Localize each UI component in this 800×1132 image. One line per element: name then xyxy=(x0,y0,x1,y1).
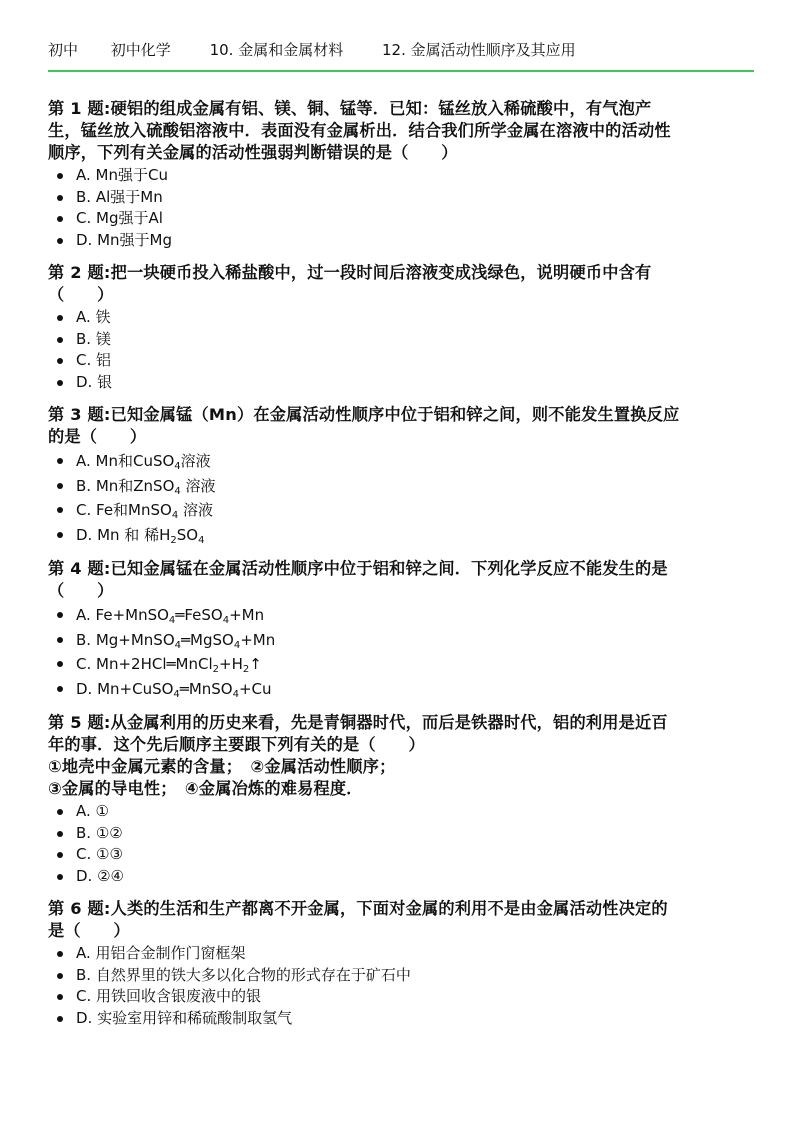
option-c[interactable]: C. Mg强于Al xyxy=(76,208,756,230)
question-stem xyxy=(48,558,756,602)
option-text: +Mn xyxy=(229,606,265,624)
question-number: 第 1 题: xyxy=(48,99,111,118)
option-list xyxy=(48,449,756,547)
breadcrumb xyxy=(48,39,754,61)
question-number: 第 5 题: xyxy=(48,713,111,732)
option-list xyxy=(48,165,756,251)
option-d[interactable] xyxy=(76,677,756,702)
question-4 xyxy=(48,558,756,701)
option-text: C. Fe和MnSO xyxy=(76,501,172,519)
option-a[interactable]: A. Mn强于Cu xyxy=(76,165,756,187)
option-text: ↑ xyxy=(249,655,262,673)
option-c[interactable]: C. 铝 xyxy=(76,350,756,372)
question-6 xyxy=(48,898,756,1029)
option-b[interactable]: B. 自然界里的铁大多以化合物的形式存在于矿石中 xyxy=(76,965,756,987)
option-list xyxy=(48,307,756,393)
stem-line: 顺序，下列有关金属的活动性强弱判断错误的是（ ） xyxy=(48,143,458,162)
stem-line: 人类的生活和生产都离不开金属，下面对金属的利用不是由金属活动性决定的 xyxy=(110,899,668,918)
option-text: ═MnSO xyxy=(179,679,233,698)
question-stem xyxy=(48,98,756,164)
breadcrumb-item-topic[interactable]: 12. 金属活动性顺序及其应用 xyxy=(382,41,576,59)
option-d[interactable] xyxy=(76,523,756,548)
option-b[interactable] xyxy=(76,474,756,499)
stem-line: 生，锰丝放入硫酸铝溶液中．表面没有金属析出．结合我们所学金属在溶液中的活动性 xyxy=(48,121,671,140)
option-text: ═MgSO xyxy=(181,630,234,649)
option-d[interactable]: D. Mn强于Mg xyxy=(76,230,756,252)
question-2 xyxy=(48,262,756,393)
subscript: 4 xyxy=(198,534,205,546)
stem-line: 硬铝的组成金属有铝、镁、铜、锰等．已知：锰丝放入稀硫酸中，有气泡产 xyxy=(110,99,652,118)
option-d[interactable]: D. 银 xyxy=(76,372,756,394)
option-list xyxy=(48,801,756,887)
subscript: 4 xyxy=(222,615,230,626)
stem-line: （ ） xyxy=(48,581,114,600)
question-number: 第 6 题: xyxy=(48,899,111,918)
stem-line: 把一块硬币投入稀盐酸中，过一段时间后溶液变成浅绿色，说明硬币中含有 xyxy=(110,263,652,282)
question-number: 第 3 题: xyxy=(48,405,111,424)
subscript: 4 xyxy=(174,639,182,651)
stem-line: 已知金属锰在金属活动性顺序中位于铝和锌之间．下列化学反应不能发生的是 xyxy=(110,559,668,578)
option-d[interactable]: D. 实验室用锌和稀硫酸制取氢气 xyxy=(76,1008,756,1030)
question-list xyxy=(48,98,756,1040)
option-text: B. Mn和ZnSO xyxy=(76,476,175,495)
option-a[interactable]: A. 铁 xyxy=(76,307,756,329)
option-text: D. Mn+CuSO xyxy=(76,679,174,698)
option-b[interactable]: B. ①② xyxy=(76,823,756,845)
option-text: 溶液 xyxy=(178,501,213,519)
stem-line: 年的事．这个先后顺序主要跟下列有关的是（ ） xyxy=(48,735,425,754)
option-b[interactable]: B. 镁 xyxy=(76,329,756,351)
subscript: 4 xyxy=(174,485,181,497)
option-text: +Cu xyxy=(238,679,272,698)
subscript: 4 xyxy=(232,688,239,700)
option-c[interactable] xyxy=(76,652,756,677)
subscript: 2 xyxy=(212,664,219,675)
subscript: 4 xyxy=(171,510,179,521)
subscript: 4 xyxy=(173,688,180,700)
option-text: SO xyxy=(176,525,199,544)
header-divider xyxy=(48,70,754,72)
option-text: 溶液 xyxy=(180,476,216,495)
question-stem xyxy=(48,898,756,942)
option-a[interactable] xyxy=(76,603,756,628)
option-a[interactable]: A. 用铝合金制作门窗框架 xyxy=(76,943,756,965)
subscript: 2 xyxy=(170,534,177,546)
stem-line: ③金属的导电性； ④金属冶炼的难易程度． xyxy=(48,779,363,798)
question-stem xyxy=(48,404,756,448)
stem-line: 是（ ） xyxy=(48,921,130,940)
option-c[interactable] xyxy=(76,498,756,523)
question-number: 第 4 题: xyxy=(48,559,111,578)
question-stem xyxy=(48,262,756,306)
option-text: B. Mg+MnSO xyxy=(76,630,175,649)
stem-line: ①地壳中金属元素的含量； ②金属活动性顺序； xyxy=(48,757,396,776)
subscript: 4 xyxy=(174,461,181,472)
subscript: 4 xyxy=(168,615,176,626)
option-c[interactable]: C. 用铁回收含银废液中的银 xyxy=(76,986,756,1008)
option-text: D. Mn 和 稀H xyxy=(76,525,171,544)
question-1 xyxy=(48,98,756,251)
subscript: 4 xyxy=(233,639,241,651)
question-stem xyxy=(48,712,756,800)
option-text: A. Mn和CuSO xyxy=(76,452,175,470)
option-text: ═FeSO xyxy=(175,606,223,624)
option-text: 溶液 xyxy=(180,452,211,470)
question-3 xyxy=(48,404,756,547)
question-5 xyxy=(48,712,756,887)
option-text: C. Mn+2HCl═MnCl xyxy=(76,655,213,673)
option-b[interactable]: B. Al强于Mn xyxy=(76,187,756,209)
breadcrumb-item-level[interactable]: 初中 xyxy=(48,41,79,59)
option-a[interactable]: A. ① xyxy=(76,801,756,823)
stem-line: 从金属利用的历史来看，先是青铜器时代，而后是铁器时代，铝的利用是近百 xyxy=(110,713,668,732)
breadcrumb-item-chapter[interactable]: 10. 金属和金属材料 xyxy=(209,41,344,59)
option-text: +H xyxy=(219,655,243,673)
option-d[interactable]: D. ②④ xyxy=(76,866,756,888)
option-list xyxy=(48,603,756,701)
option-c[interactable]: C. ①③ xyxy=(76,844,756,866)
stem-line: 的是（ ） xyxy=(48,427,147,446)
stem-line: 已知金属锰（Mn）在金属活动性顺序中位于铝和锌之间，则不能发生置换反应 xyxy=(110,405,680,424)
option-list xyxy=(48,943,756,1029)
stem-line: （ ） xyxy=(48,285,114,304)
option-text: +Mn xyxy=(240,630,276,649)
option-text: A. Fe+MnSO xyxy=(76,606,169,624)
subscript: 2 xyxy=(242,664,250,675)
option-b[interactable] xyxy=(76,628,756,653)
option-a[interactable] xyxy=(76,449,756,474)
question-number: 第 2 题: xyxy=(48,263,111,282)
breadcrumb-item-subject[interactable]: 初中化学 xyxy=(110,41,171,59)
